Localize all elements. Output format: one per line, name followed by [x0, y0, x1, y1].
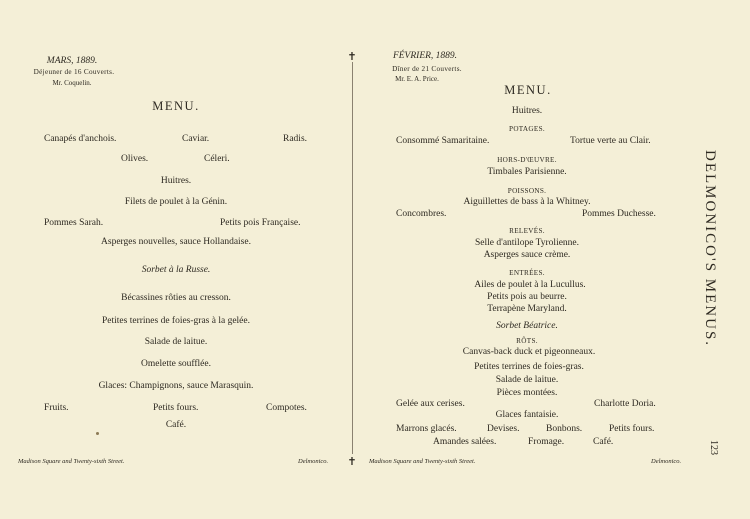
right-menu-section-rots: RÔTS.: [516, 337, 538, 345]
book-spine-title: DELMONICO'S MENUS.: [702, 150, 718, 348]
top-cross-ornament: ✝: [347, 51, 357, 63]
right-menu-item: Bonbons.: [546, 424, 583, 434]
right-menu-section-potages: POTAGES.: [509, 125, 545, 133]
right-menu-item: Petites terrines de foies-gras.: [474, 362, 584, 372]
right-menu-item: Consommé Samaritaine.: [396, 136, 490, 146]
left-menu-footer-address: Madison Square and Twenty-sixth Street.: [18, 458, 125, 465]
right-menu-item: Petits pois au beurre.: [487, 292, 567, 302]
right-menu-footer-address: Madison Square and Twenty-sixth Street.: [369, 458, 476, 465]
right-menu-date: FÉVRIER, 1889.: [392, 51, 458, 61]
right-menu-item: Amandes salées.: [433, 437, 497, 447]
right-menu-section-entrees: ENTRÉES.: [509, 269, 545, 277]
page-number: 123: [708, 440, 719, 455]
right-menu-item: Salade de laitue.: [495, 375, 559, 385]
right-menu-title: MENU.: [504, 83, 552, 97]
right-menu-section-releves: RELEVÉS.: [509, 227, 545, 235]
right-menu-item: Terrapène Maryland.: [487, 304, 567, 314]
right-menu-section-poissons: POISSONS.: [507, 187, 547, 195]
right-menu-host: Mr. E. A. Price.: [395, 75, 439, 83]
right-menu-item: Canvas-back duck et pigeonneaux.: [462, 347, 596, 357]
left-menu-item: Asperges nouvelles, sauce Hollandaise.: [101, 237, 251, 247]
bottom-cross-ornament: ✝: [347, 456, 357, 468]
right-menu-item: Devises.: [487, 424, 520, 434]
left-menu-item: Canapés d'anchois.: [44, 134, 117, 144]
left-menu-footer-signature: Delmonico.: [298, 458, 329, 465]
right-menu-item: Marrons glacés.: [396, 424, 457, 434]
right-menu-footer-signature: Delmonico.: [651, 458, 682, 465]
page-fold-line: [352, 62, 353, 454]
left-menu-item: Fruits.: [44, 403, 69, 413]
left-menu-item: Petits fours.: [153, 403, 199, 413]
right-menu-sorbet: Sorbet Béatrice.: [496, 321, 558, 331]
right-menu-item: Café.: [593, 437, 614, 447]
right-menu-occasion: Dîner de 21 Couverts.: [392, 65, 462, 73]
left-menu-title: MENU.: [152, 99, 200, 113]
left-menu-item: Olives.: [121, 154, 149, 164]
right-menu-item: Fromage.: [528, 437, 565, 447]
right-menu-item: Glaces fantaisie.: [495, 410, 559, 420]
left-menu-item: Compotes.: [266, 403, 307, 413]
left-menu-item: Céleri.: [204, 154, 230, 164]
left-menu-item: Petites terrines de foies-gras à la gelée.: [102, 316, 250, 326]
left-menu-date: MARS, 1889.: [46, 56, 98, 66]
left-menu-item: Filets de poulet à la Génin.: [124, 197, 228, 207]
right-menu-item: Pommes Duchesse.: [582, 209, 656, 219]
right-menu-item: Gelée aux cerises.: [396, 399, 465, 409]
left-menu-host: Mr. Coquelin.: [52, 79, 92, 87]
right-menu-item: Concombres.: [396, 209, 447, 219]
right-menu-item: Timbales Parisienne.: [487, 167, 567, 177]
right-menu-item: Petits fours.: [609, 424, 655, 434]
left-menu-item: Huitres.: [160, 176, 192, 186]
right-menu-item: Huitres.: [511, 106, 543, 116]
right-menu-item: Tortue verte au Clair.: [570, 136, 651, 146]
right-menu-section-hors-doeuvre: HORS-D'ŒUVRE.: [497, 156, 557, 164]
left-menu-sorbet: Sorbet à la Russe.: [141, 265, 211, 275]
left-menu-item: Glaces: Champignons, sauce Marasquin.: [98, 381, 254, 391]
right-menu-item: Pièces montées.: [496, 388, 558, 398]
left-menu-item: Omelette soufflée.: [141, 359, 211, 369]
ink-speck: [96, 432, 99, 435]
right-menu-item: Asperges sauce crème.: [483, 250, 571, 260]
right-menu-item: Ailes de poulet à la Lucullus.: [474, 280, 586, 290]
left-menu-item: Radis.: [283, 134, 308, 144]
left-menu-item: Café.: [165, 420, 187, 430]
right-menu-item: Selle d'antilope Tyrolienne.: [474, 238, 580, 248]
left-menu-item: Caviar.: [182, 134, 210, 144]
left-menu-item: Petits pois Française.: [220, 218, 301, 228]
right-menu-item: Charlotte Doria.: [594, 399, 656, 409]
left-menu-item: Pommes Sarah.: [44, 218, 104, 228]
right-menu-item: Aiguillettes de bass à la Whitney.: [463, 197, 591, 207]
left-menu-item: Salade de laitue.: [144, 337, 208, 347]
left-menu-occasion: Déjeuner de 16 Couverts.: [33, 68, 115, 76]
left-menu-item: Bécassines rôties au cresson.: [121, 293, 231, 303]
